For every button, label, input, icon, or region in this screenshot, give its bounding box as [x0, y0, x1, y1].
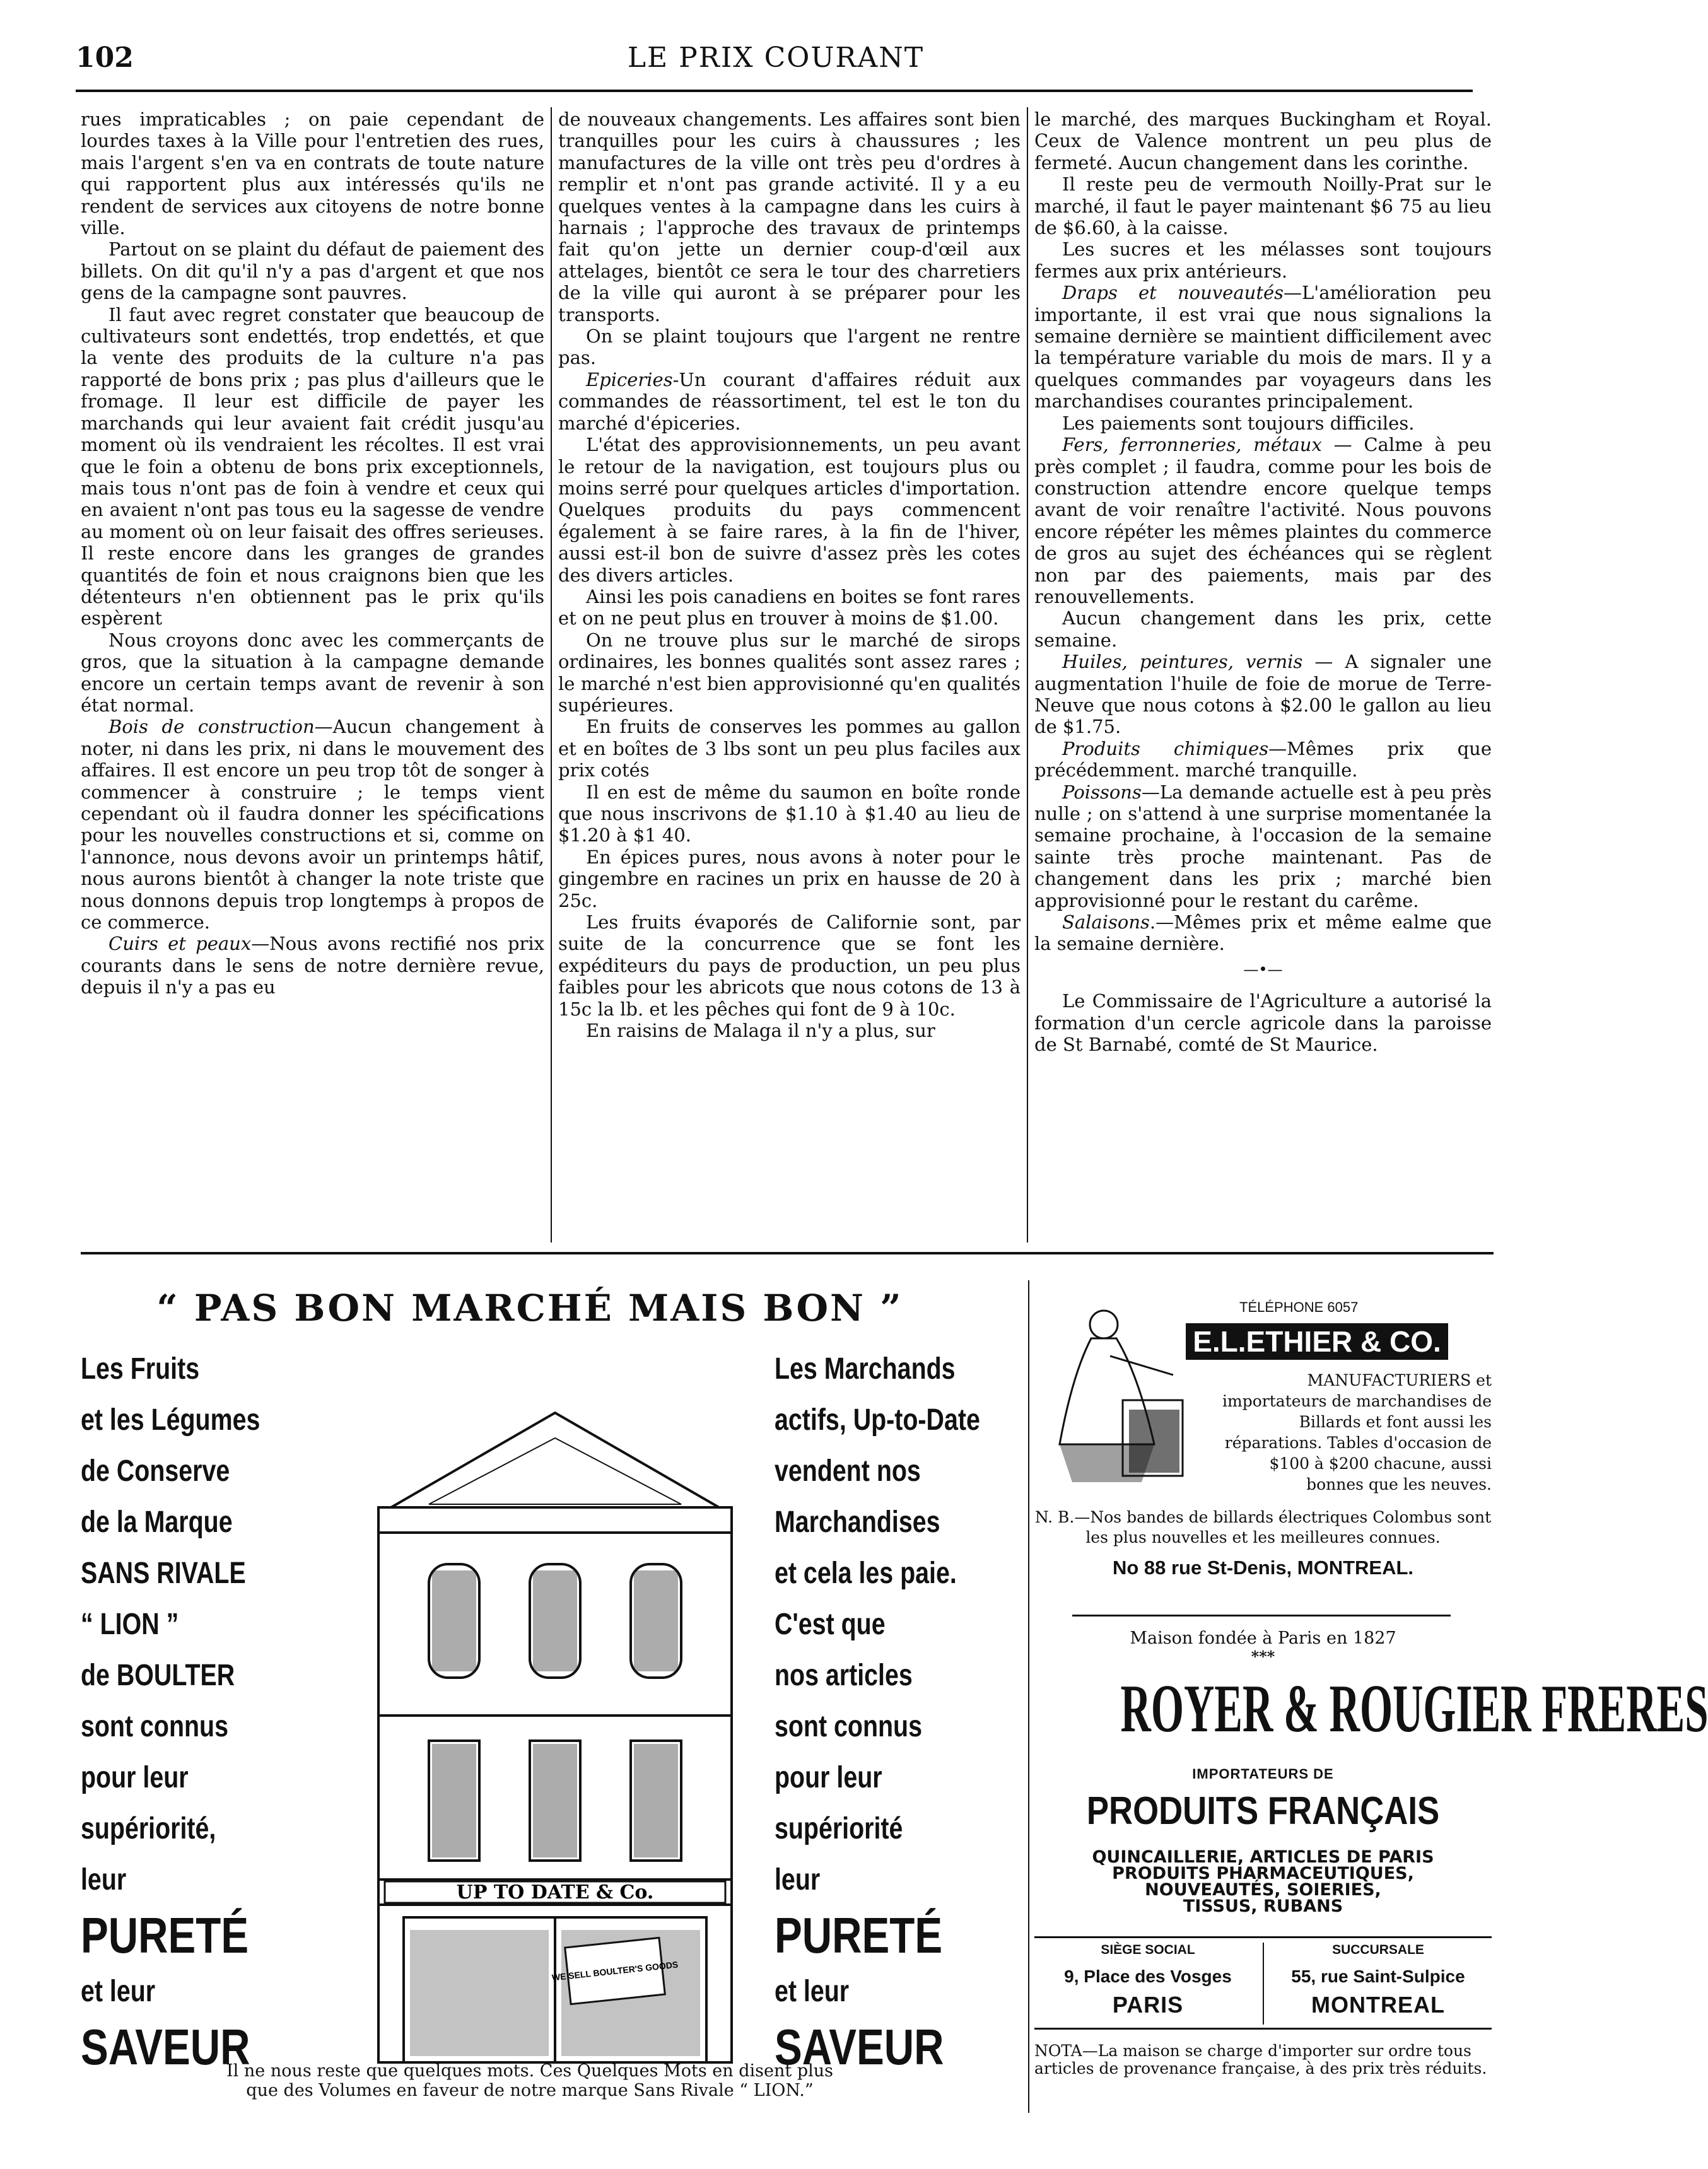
- product-line: NOUVEAUTÉS, SOIERIES,: [1145, 1880, 1381, 1900]
- section-ornament: —•—: [1243, 960, 1283, 978]
- product-line: PRODUITS PHARMACEUTIQUES,: [1112, 1864, 1414, 1883]
- boulter-ad-footer: [208, 2061, 851, 2100]
- ad-big-word: PURETÉ: [775, 1907, 943, 1963]
- address-label: SIÈGE SOCIAL: [1101, 1943, 1195, 1957]
- ad-big-word: SAVEUR: [81, 2019, 250, 2075]
- store-building-illustration: [353, 1362, 757, 2062]
- royer-company-name: ROYER & ROUGIER FRERES: [1120, 1671, 1708, 1746]
- royer-product-lines: [1034, 1849, 1492, 1915]
- column-divider-2: [1027, 107, 1028, 1242]
- ad-line: leur: [81, 1863, 127, 1897]
- ads-top-rule: [81, 1252, 1494, 1254]
- paragraph: L'état des approvisionnements, un peu avant le retour de la navigation, est toujours plus ou moins serré pour quelques articles d'importation. Quelques produits du pays commencent également à se faire rares, à la fin de l'hiver, aussi est-il bon de suivre d'assez près les cotes des divers articles.: [558, 434, 1021, 586]
- royer-siege: [1034, 1943, 1261, 2018]
- section-heading: Epiceries: [586, 368, 673, 390]
- ad-line: et leur: [775, 1975, 850, 2008]
- paragraph-poissons: [1034, 781, 1492, 911]
- page-header: [76, 37, 1476, 81]
- paragraph: Le Commissaire de l'Agriculture a autorisé la formation d'un cercle agricole dans la paroisse de St Barnabé, comté de St Maurice.: [1034, 990, 1492, 1056]
- paragraph: En fruits de conserves les pommes au gallon et en boîtes de 3 lbs sont un peu plus faciles aux prix cotés: [558, 716, 1021, 781]
- ads-divider: [1028, 1280, 1029, 2113]
- paragraph-draps: [1034, 282, 1492, 412]
- paragraph: de nouveaux changements. Les affaires sont bien tranquilles pour les cuirs à chaussures ; les manufactures de la ville ont très peu d'ordres à remplir et n'ont pas grande activité. Il y a eu quelques ventes à la campagne dans les cuirs à harnais ; l'approche des travaux de printemps fait qu'on jette un dernier coup-d'œil aux attelages, bientôt ce sera le tour des charretiers de la ville qui auront à se préparer pour les transports.: [558, 108, 1021, 325]
- article-column-3: [1034, 108, 1492, 1055]
- newspaper-title: LE PRIX COURANT: [627, 42, 925, 74]
- ad-line: de la Marque: [81, 1505, 233, 1539]
- ethier-note: N. B.—Nos bandes de billards électriques Colombus sont les plus nouvelles et les meilleures connues.: [1034, 1508, 1492, 1546]
- ethier-description: MANUFACTURIERS et importateurs de marchandises de Billards et font aussi les réparations. Tables d'occasion de $100 à $200 chacune, aussi bonnes que les neuves.: [1222, 1371, 1492, 1494]
- paragraph: Ainsi les pois canadiens en boites se font rares et on ne peut plus en trouver à moins de $1.00.: [558, 585, 1021, 629]
- royer-box-divider: [1263, 1943, 1264, 2025]
- ad-big-word: PURETÉ: [81, 1907, 249, 1963]
- ad-footer-line: Il ne nous reste que quelques mots. Ces Quelques Mots en disent plus: [226, 2061, 833, 2081]
- ethier-company-name: E.L.ETHIER & CO.: [1186, 1323, 1448, 1360]
- article-column-2: [558, 108, 1021, 1041]
- address-label: SUCCURSALE: [1332, 1943, 1424, 1957]
- billiard-player-illustration: [1034, 1299, 1186, 1488]
- paragraph-epiceries: [558, 369, 1021, 434]
- paragraph: Aucun changement dans les prix, cette semaine.: [1034, 607, 1492, 651]
- ethier-telephone: TÉLÉPHONE 6057: [1239, 1299, 1359, 1315]
- paragraph: Il reste peu de vermouth Noilly-Prat sur le marché, il faut le payer maintenant $6 75 au lieu de $6.60, à la caisse.: [1034, 173, 1492, 239]
- paragraph-text: — A signaler une augmentation l'huile de foie de morue de Terre-Neuve que nous cotons à $2.00 le gallon au lieu de $1.75.: [1034, 651, 1492, 738]
- page-number: 102: [76, 42, 134, 74]
- paragraph-fers: [1034, 434, 1492, 607]
- ad-big-word: SAVEUR: [775, 2019, 944, 2075]
- ad-line: nos articles: [775, 1659, 913, 1692]
- ad-line: supériorité: [775, 1812, 903, 1845]
- section-heading: Produits chimiques: [1062, 737, 1269, 759]
- paragraph: On ne trouve plus sur le marché de sirops ordinaires, les bonnes qualités sont assez rares ; le marché n'est bien approvisionné qu'en qualités supérieures.: [558, 629, 1021, 716]
- royer-founded: Maison fondée à Paris en 1827: [1130, 1628, 1396, 1648]
- paragraph-cuirs: [81, 933, 544, 998]
- ad-footer-line: que des Volumes en faveur de notre marque Sans Rivale “ LION.”: [246, 2081, 814, 2100]
- paragraph: rues impraticables ; on paie cependant de lourdes taxes à la Ville pour l'entretien des rues, mais l'argent s'en va en contrats de toute nature qui rapportent plus aux intéressés qu'ils ne rendent de services aux citoyens de notre bonne ville.: [81, 108, 544, 239]
- paragraph: En épices pures, nous avons à noter pour le gingembre en racines un prix en hausse de 20 à 25c.: [558, 846, 1021, 911]
- ad-line: pour leur: [81, 1761, 189, 1794]
- royer-importateurs: IMPORTATEURS DE: [1192, 1766, 1334, 1782]
- paragraph-text: .—Mêmes prix et même ealme que la semaine dernière.: [1034, 911, 1492, 955]
- header-rule: [76, 90, 1473, 92]
- paragraph-text: —Mêmes prix que précédemment. marché tranquille.: [1034, 737, 1492, 781]
- article-column-1: [81, 108, 544, 998]
- paragraph: Les paiements sont toujours difficiles.: [1062, 412, 1415, 434]
- boulter-ad-headline: “ PAS BON MARCHÉ MAIS BON ”: [156, 1287, 903, 1330]
- ad-line: sont connus: [775, 1710, 922, 1743]
- product-line: TISSUS, RUBANS: [1183, 1897, 1343, 1916]
- paragraph-text: — Calme à peu près complet ; il faudra, comme pour les bois de construction attendre encore quelque temps avant de voir renaître l'activité. Nous pouvons encore répéter les mêmes plaintes du commerce de gros au sujet des échéances qui se règlent non par des paiements, mais par des renouvellements.: [1034, 434, 1492, 607]
- ad-line: vendent nos: [775, 1454, 921, 1488]
- boulter-ad-right-copy: [775, 1343, 991, 2078]
- royer-succursale: [1265, 1943, 1492, 2018]
- royer-box-bottom-rule: [1034, 2028, 1492, 2030]
- ad-line: et les Légumes: [81, 1403, 260, 1437]
- ad-divider-rule: [1072, 1615, 1451, 1617]
- paragraph: Partout on se plaint du défaut de paiement des billets. On dit qu'il n'y a pas d'argent et que nos gens de la campagne sont pauvres.: [81, 238, 544, 304]
- royer-produits: PRODUITS FRANÇAIS: [1086, 1789, 1440, 1833]
- paragraph-text: —L'amélioration peu importante, il est vrai que nous signalions la semaine dernière se maintient difficilement avec la température variable du mois de mars. Il y a quelques commandes par voyageurs dans les marchandises courantes principalement.: [1034, 282, 1492, 412]
- boulter-ad-left-copy: [81, 1343, 298, 2078]
- section-heading: Cuirs et peaux: [108, 933, 252, 955]
- paragraph: Les sucres et les mélasses sont toujours fermes aux prix antérieurs.: [1034, 238, 1492, 282]
- address-city: MONTREAL: [1311, 1992, 1445, 2018]
- section-heading: Salaisons: [1062, 911, 1150, 933]
- paragraph-text: —Nous avons rectifié nos prix courants dans le sens de notre dernière revue, depuis il n'y a pas eu: [81, 933, 544, 998]
- royer-stars: ***: [1251, 1647, 1275, 1666]
- royer-box-rule: [1034, 1936, 1492, 1938]
- ad-line: de BOULTER: [81, 1659, 235, 1692]
- column-divider-1: [551, 107, 552, 1242]
- ad-line: Marchandises: [775, 1505, 940, 1539]
- ad-line: pour leur: [775, 1761, 882, 1794]
- ad-line: Les Marchands: [775, 1352, 956, 1386]
- ethier-address: No 88 rue St-Denis, MONTREAL.: [1112, 1557, 1414, 1579]
- paragraph: Nous croyons donc avec les commerçants de gros, que la situation à la campagne demande encore un certain temps avant de revenir à son état normal.: [81, 629, 544, 716]
- store-sign: UP TO DATE & Co.: [456, 1881, 654, 1903]
- paragraph-text: —La demande actuelle est à peu près nulle ; on s'attend à une surprise momentanée la semaine prochaine, à l'occasion de la semaine sainte très proche maintenant. Pas de changement dans les prix ; marché bien approvisionné pour le restant du carême.: [1034, 781, 1492, 911]
- royer-addresses: [1034, 1943, 1492, 2025]
- ad-line: SANS RIVALE: [81, 1557, 246, 1590]
- royer-nota: NOTA—La maison se charge d'importer sur ordre tous articles de provenance française, à des prix très réduits.: [1034, 2042, 1487, 2078]
- ad-line: actifs, Up-to-Date: [775, 1403, 980, 1437]
- section-heading: Fers, ferronneries, métaux: [1062, 434, 1322, 456]
- store-placard: WE SELL BOULTER'S GOODS: [551, 1959, 679, 1983]
- ad-line: sont connus: [81, 1710, 228, 1743]
- section-heading: Bois de construction: [108, 716, 315, 738]
- ad-line: et leur: [81, 1975, 156, 2008]
- paragraph: On se plaint toujours que l'argent ne rentre pas.: [558, 325, 1021, 369]
- section-heading: Poissons: [1062, 781, 1142, 803]
- address-line: 9, Place des Vosges: [1064, 1967, 1232, 1986]
- paragraph: Il faut avec regret constater que beaucoup de cultivateurs sont endettés, trop endettés, et que la vente des produits de la culture n'a pas rapporté de bons prix ; pas plus d'ailleurs que le fromage. Il leur est difficile de payer les marchands qui leur avaient fait crédit jusqu'au moment où ils vendraient les récoltes. Il est vrai que le foin a obtenu de bons prix exceptionnels, mais tous n'ont pas de foin à vendre et ceux qui en avaient n'ont pas tous eu la sagesse de vendre au moment où on leur faisait des offres serieuses. Il reste encore dans les granges de grandes quantités de foin et nous craignons bien que les détenteurs n'en obtiennent pas le prix qu'ils espèrent: [81, 303, 544, 629]
- paragraph-chimiques: [1034, 738, 1492, 781]
- ad-line: leur: [775, 1863, 821, 1897]
- ad-line: Les Fruits: [81, 1352, 200, 1386]
- paragraph-bois: [81, 716, 544, 933]
- ad-line: supériorité,: [81, 1812, 216, 1845]
- paragraph-salaisons: [1034, 911, 1492, 955]
- paragraph-text: -Un courant d'affaires réduit aux commandes de réassortiment, tel est le ton du marché d'épiceries.: [558, 368, 1021, 434]
- paragraph: le marché, des marques Buckingham et Royal. Ceux de Valence montrent un peu plus de fermeté. Aucun changement dans les corinthe.: [1034, 108, 1492, 173]
- paragraph: En raisins de Malaga il n'y a plus, sur: [586, 1020, 935, 1042]
- paragraph: Les fruits évaporés de Californie sont, par suite de la concurrence que se font les expéditeurs du pays de production, un peu plus faibles pour les abricots que nous cotons de 13 à 15c la lb. et les pêches qui font de 9 à 10c.: [558, 911, 1021, 1020]
- paragraph-text: —Aucun changement à noter, ni dans les prix, ni dans le mouvement des affaires. Il est encore un peu trop tôt de songer à commencer à construire ; le temps vient cependant où il faudra donner les spécifications pour les nouvelles constructions et si, comme on l'annonce, nous devons avoir un printemps hâtif, nous aurons bientôt à changer la note triste que nous donnons depuis trop longtemps à propos de ce commerce.: [81, 716, 544, 933]
- section-heading: Draps et nouveautés: [1062, 282, 1284, 304]
- address-city: PARIS: [1112, 1992, 1184, 2018]
- building-pediment: [391, 1413, 719, 1507]
- ad-line: C'est que: [775, 1608, 886, 1641]
- product-line: QUINCAILLERIE, ARTICLES DE PARIS: [1092, 1847, 1434, 1867]
- address-line: 55, rue Saint-Sulpice: [1291, 1967, 1465, 1986]
- section-heading: Huiles, peintures, vernis: [1062, 651, 1303, 673]
- ad-line: “ LION ”: [81, 1608, 179, 1641]
- ad-line: et cela les paie.: [775, 1557, 957, 1590]
- ad-line: de Conserve: [81, 1454, 230, 1488]
- paragraph-huiles: [1034, 651, 1492, 738]
- paragraph: Il en est de même du saumon en boîte ronde que nous inscrivons de $1.10 à $1.40 au lieu de $1.20 à $1 40.: [558, 781, 1021, 846]
